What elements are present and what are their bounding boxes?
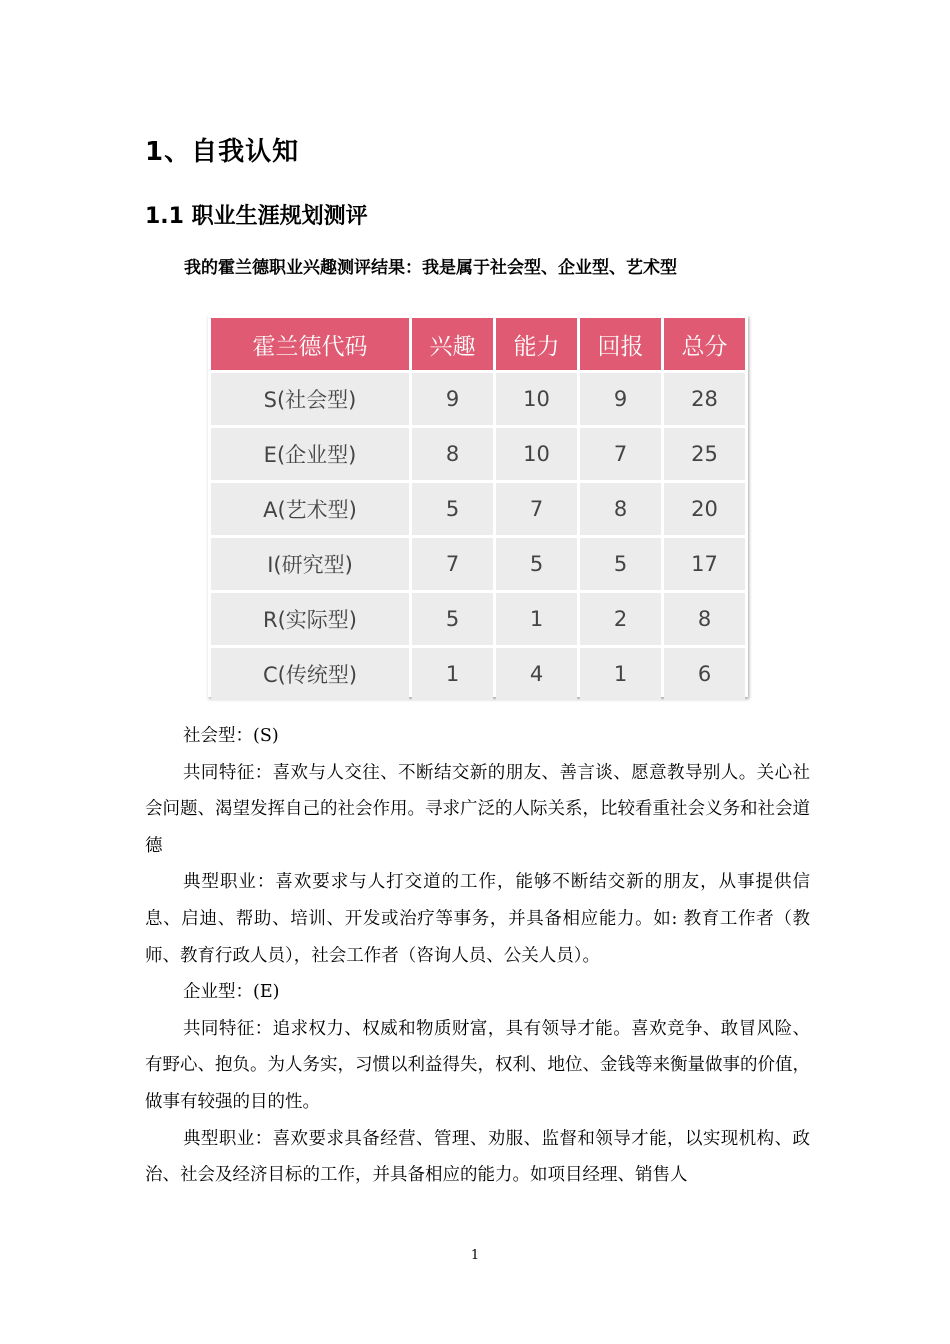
table-cell: 4 [496,648,577,700]
page-number: 1 [470,1248,480,1263]
table-cell: 10 [496,428,577,480]
table-cell: 1 [496,593,577,645]
table-cell: 5 [412,483,493,535]
table-cell: 17 [664,538,745,590]
table-row [211,538,745,590]
body-text [145,718,810,1194]
paragraph-social-traits: 共同特征：喜欢与人交往、不断结交新的朋友、善言谈、愿意教导别人。关心社会问题、渴望发挥自己的社会作用。寻求广泛的人际关系，比较看重社会义务和社会道德 [145,762,810,856]
table-cell: 5 [496,538,577,590]
paragraph-enterprise-careers: 典型职业：喜欢要求具备经营、管理、劝服、监督和领导才能，以实现机构、政治、社会及经济目标的工作，并具备相应的能力。如项目经理、销售人 [145,1128,810,1186]
table-cell: 7 [496,483,577,535]
table-cell: 7 [580,428,661,480]
table-cell: 9 [412,373,493,425]
result-summary: 我的霍兰德职业兴趣测评结果：我是属于社会型、企业型、艺术型 [184,258,677,278]
table-cell: 8 [412,428,493,480]
table-cell: 8 [664,593,745,645]
table-cell: 1 [580,648,661,700]
paragraph-enterprise-type-title: 企业型：(E) [183,982,280,1003]
table-cell: 28 [664,373,745,425]
paragraph-enterprise-traits: 共同特征：追求权力、权威和物质财富，具有领导才能。喜欢竞争、敢冒风险、有野心、抱负。为人务实，习惯以利益得失，权利、地位、金钱等来衡量做事的价值，做事有较强的目的性。 [145,1018,810,1112]
table-cell: 6 [664,648,745,700]
header-cell: 能力 [496,318,577,370]
header-cell: 总分 [664,318,745,370]
table-cell: S(社会型) [211,373,409,425]
table-cell: C(传统型) [211,648,409,700]
table-cell: R(实际型) [211,593,409,645]
paragraph-social-type-title: 社会型：(S) [183,726,279,746]
table-cell: 5 [580,538,661,590]
table-cell: E(企业型) [211,428,409,480]
holland-score-table [208,315,748,697]
table-row [211,648,745,700]
table-cell: A(艺术型) [211,483,409,535]
section-heading: 1、自我认知 [145,137,300,167]
table-cell: 1 [412,648,493,700]
table-header-row [211,318,745,370]
table-row [211,483,745,535]
table-cell: 5 [412,593,493,645]
table-cell: 9 [580,373,661,425]
header-cell: 兴趣 [412,318,493,370]
table-cell: 20 [664,483,745,535]
paragraph-social-careers: 典型职业：喜欢要求与人打交道的工作，能够不断结交新的朋友，从事提供信息、启迪、帮助、培训、开发或治疗等事务，并具备相应能力。如: 教育工作者（教师、教育行政人员），社会工作者（咨询人员、公关人员）。 [145,872,810,966]
table-cell: 8 [580,483,661,535]
table-row [211,373,745,425]
table-cell: 2 [580,593,661,645]
table-row [211,428,745,480]
table-cell: 7 [412,538,493,590]
table-row [211,593,745,645]
subsection-heading: 1.1 职业生涯规划测评 [145,204,368,229]
table-cell: 25 [664,428,745,480]
header-cell: 回报 [580,318,661,370]
header-cell: 霍兰德代码 [211,318,409,370]
table-cell: 10 [496,373,577,425]
table-cell: I(研究型) [211,538,409,590]
